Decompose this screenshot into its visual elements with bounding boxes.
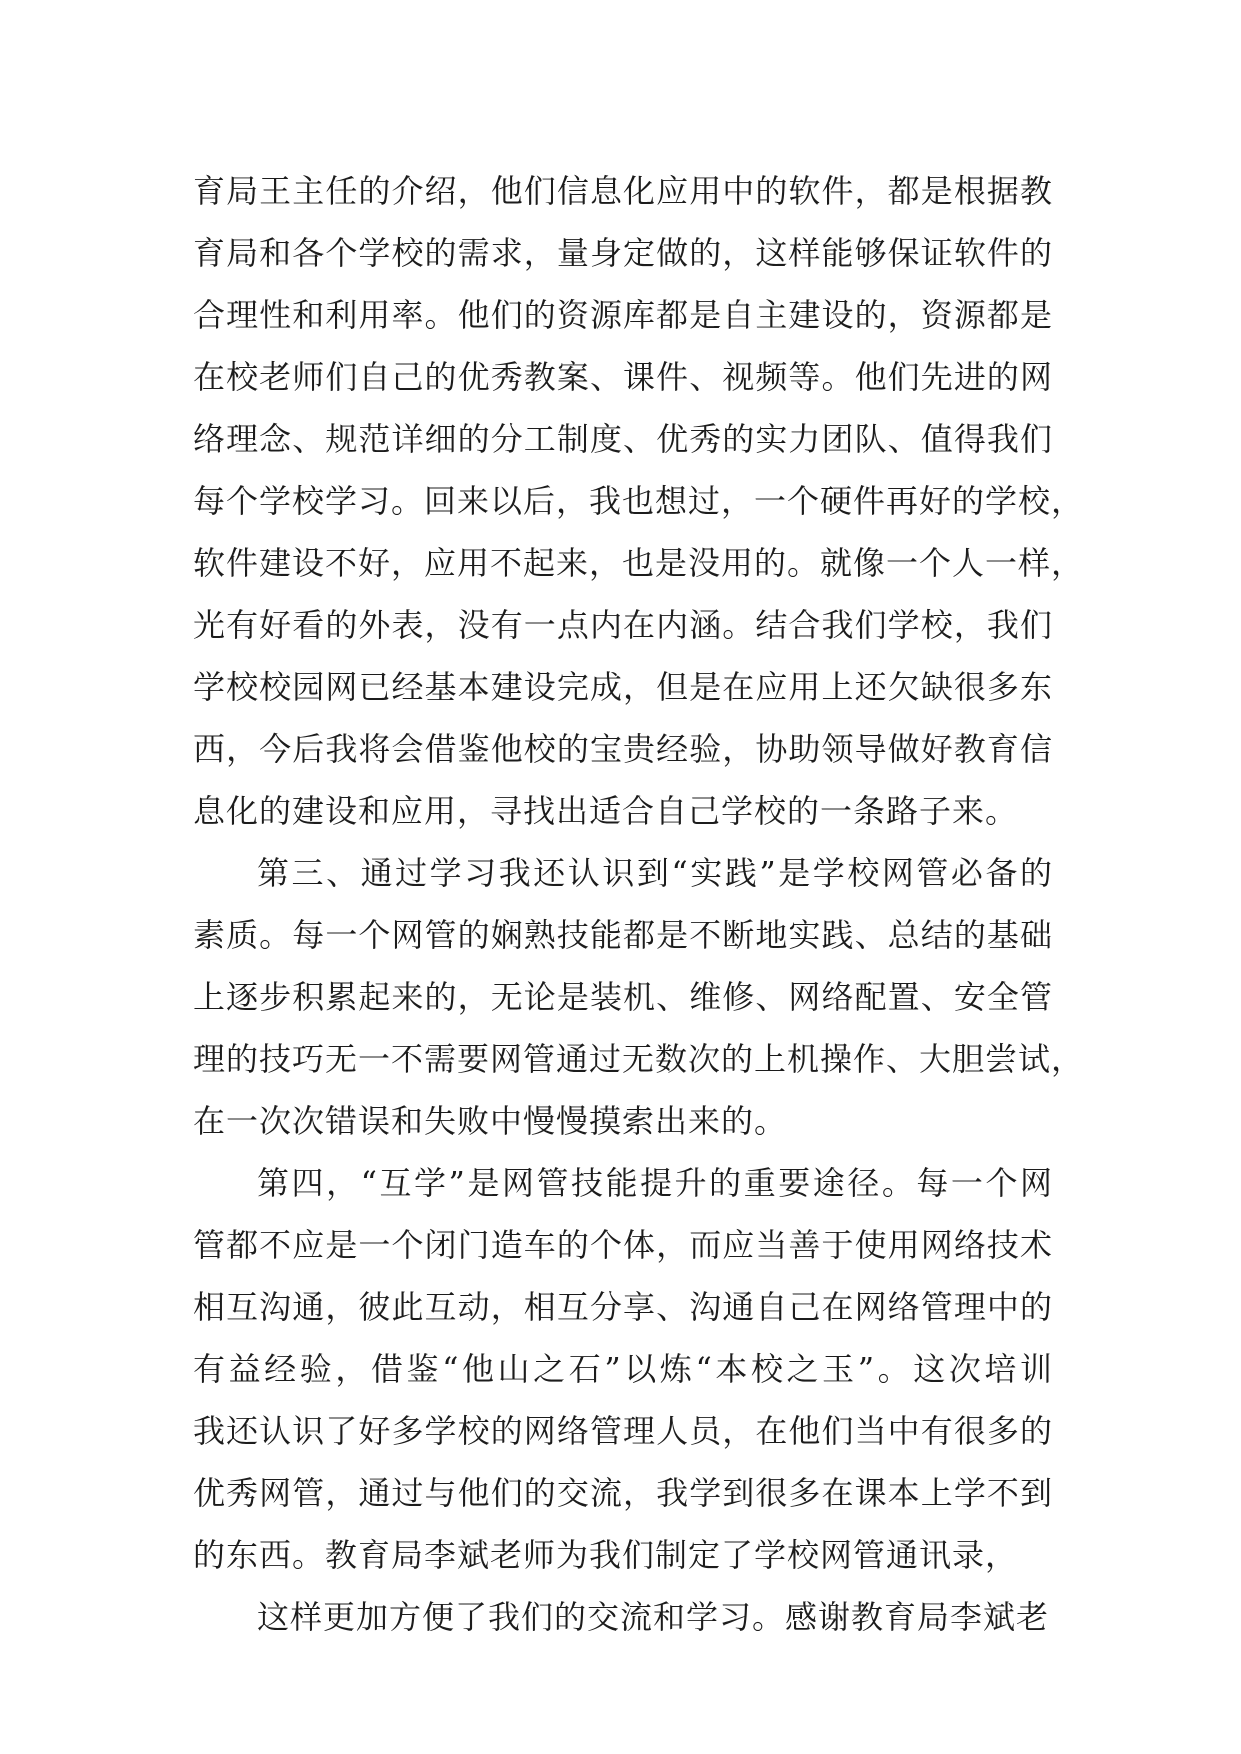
text-line: 相互沟通，彼此互动，相互分享、沟通自己在网络管理中的 <box>193 1288 1053 1326</box>
text-line: 每个学校学习。回来以后，我也想过，一个硬件再好的学校， <box>193 482 1085 520</box>
text-line: 素质。每一个网管的娴熟技能都是不断地实践、总结的基础 <box>193 916 1053 954</box>
text-line: 育局和各个学校的需求，量身定做的，这样能够保证软件的 <box>193 234 1053 272</box>
text-line: 光有好看的外表，没有一点内在内涵。结合我们学校，我们 <box>193 606 1053 644</box>
text-line: 理的技巧无一不需要网管通过无数次的上机操作、大胆尝试， <box>193 1040 1085 1078</box>
text-line: 学校校园网已经基本建设完成，但是在应用上还欠缺很多东 <box>193 668 1053 706</box>
text-line: 西，今后我将会借鉴他校的宝贵经验，协助领导做好教育信 <box>193 730 1053 768</box>
text-line: 上逐步积累起来的，无论是装机、维修、网络配置、安全管 <box>193 978 1053 1016</box>
text-line: 我还认识了好多学校的网络管理人员，在他们当中有很多的 <box>193 1412 1053 1450</box>
text-line: 管都不应是一个闭门造车的个体，而应当善于使用网络技术 <box>193 1226 1053 1264</box>
text-line: 优秀网管，通过与他们的交流，我学到很多在课本上学不到 <box>193 1474 1053 1512</box>
text-line: 在校老师们自己的优秀教案、课件、视频等。他们先进的网 <box>193 358 1053 396</box>
text-line: 在一次次错误和失败中慢慢摸索出来的。 <box>193 1102 788 1140</box>
text-line: 有益经验，借鉴“他山之石”以炼“本校之玉”。这次培训 <box>193 1350 1053 1388</box>
paragraph-start-line: 这样更加方便了我们的交流和学习。感谢教育局李斌老 <box>257 1598 1050 1636</box>
body-text <box>193 160 1085 1648</box>
text-line: 息化的建设和应用，寻找出适合自己学校的一条路子来。 <box>193 792 1019 830</box>
text-line: 合理性和利用率。他们的资源库都是自主建设的，资源都是 <box>193 296 1053 334</box>
text-line: 软件建设不好，应用不起来，也是没用的。就像一个人一样， <box>193 544 1085 582</box>
paragraph-start-line: 第四，“互学”是网管技能提升的重要途径。每一个网 <box>257 1164 1053 1202</box>
paragraph-start-line: 第三、通过学习我还认识到“实践”是学校网管必备的 <box>257 854 1053 892</box>
text-line: 的东西。教育局李斌老师为我们制定了学校网管通讯录， <box>193 1536 1019 1574</box>
text-line: 络理念、规范详细的分工制度、优秀的实力团队、值得我们 <box>193 420 1053 458</box>
text-line: 育局王主任的介绍，他们信息化应用中的软件，都是根据教 <box>193 172 1053 210</box>
